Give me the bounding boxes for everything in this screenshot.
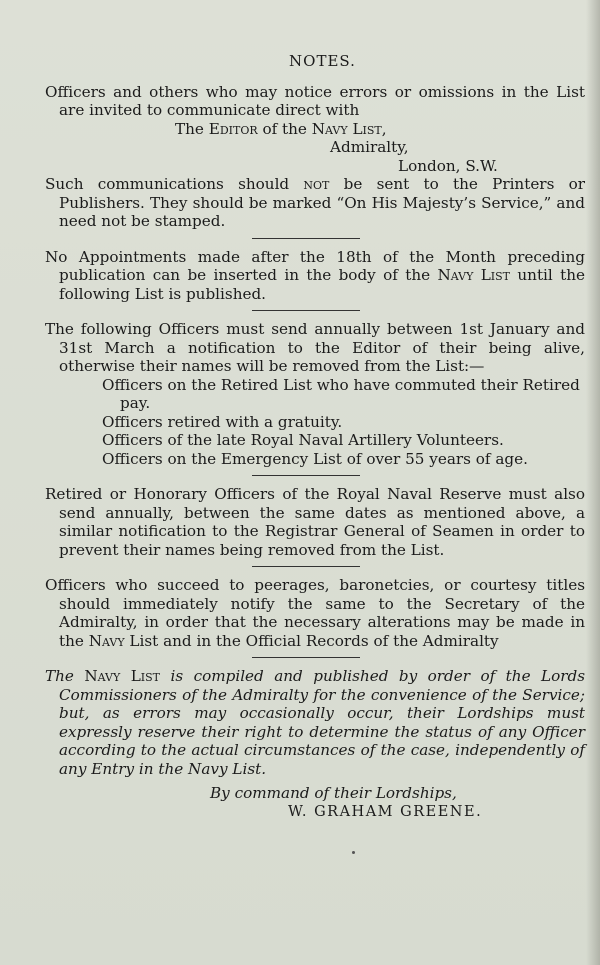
- signature-name: W. GRAHAM GREENE.: [288, 803, 483, 820]
- divider-rule: [252, 310, 360, 311]
- page-edge-shadow: [586, 0, 600, 965]
- address-line-3: London, S.W.: [398, 156, 498, 175]
- page-title: NOTES.: [289, 52, 356, 70]
- divider-rule: [252, 566, 360, 567]
- divider-rule: [252, 475, 360, 476]
- address-line-2: Admiralty,: [330, 138, 409, 156]
- list-item: Officers retired with a gratuity.: [102, 412, 343, 431]
- list-item: Officers of the late Royal Naval Artillery Volunteers.: [102, 431, 504, 449]
- paragraph-annual-notification: The following Officers must send annually between 1st January and 31st March a notification to the Editor of their being alive, otherwise their names will be removed from the List:—: [45, 320, 585, 375]
- notes-content: [40, 52, 585, 821]
- officer-list: [40, 376, 585, 469]
- list-item: Officers on the Emergency List of over 55 years of age.: [102, 449, 528, 468]
- paragraph-errors: Officers and others who may notice errors or omissions in the List are invited to communicate direct with: [45, 82, 585, 119]
- paragraph-compiled: The Navy List is compiled and published by order of the Lords Commissioners of the Admiralty for the convenience of the Service; but, as errors may occasionally occur, their Lordships must expressly reserve their right to determine the status of any Officer according to the actual circumstances of the case, independently of any Entry in the Navy List.: [45, 667, 586, 778]
- paragraph-appointments: No Appointments made after the 18th of the Month preceding publication can be inserted in the body of the Navy List until the following List is published.: [45, 247, 586, 303]
- signature-command: By command of their Lordships,: [210, 784, 457, 802]
- divider-rule: [252, 657, 360, 658]
- list-item: Officers on the Retired List who have commuted their Retired pay.: [102, 375, 580, 412]
- ink-dot: [352, 851, 355, 854]
- address-line-1: The Editor of the Navy List,: [175, 119, 387, 138]
- divider-rule: [252, 238, 360, 239]
- paragraph-reserve: Retired or Honorary Officers of the Royal Naval Reserve must also send annually, between the same dates as mentioned above, a similar notification to the Registrar General of Seamen in order to prevent their names being removed from the List.: [45, 485, 585, 559]
- paragraph-peerages: Officers who succeed to peerages, baronetcies, or courtesy titles should immediately notify the same to the Secretary of the Admiralty, in order that the necessary alterations may be made in the Navy List and in the Official Records of the Admiralty: [45, 576, 585, 650]
- paragraph-communications: Such communications should not be sent to the Printers or Publishers. They should be marked “On His Majesty’s Service,” and need not be stamped.: [45, 175, 586, 230]
